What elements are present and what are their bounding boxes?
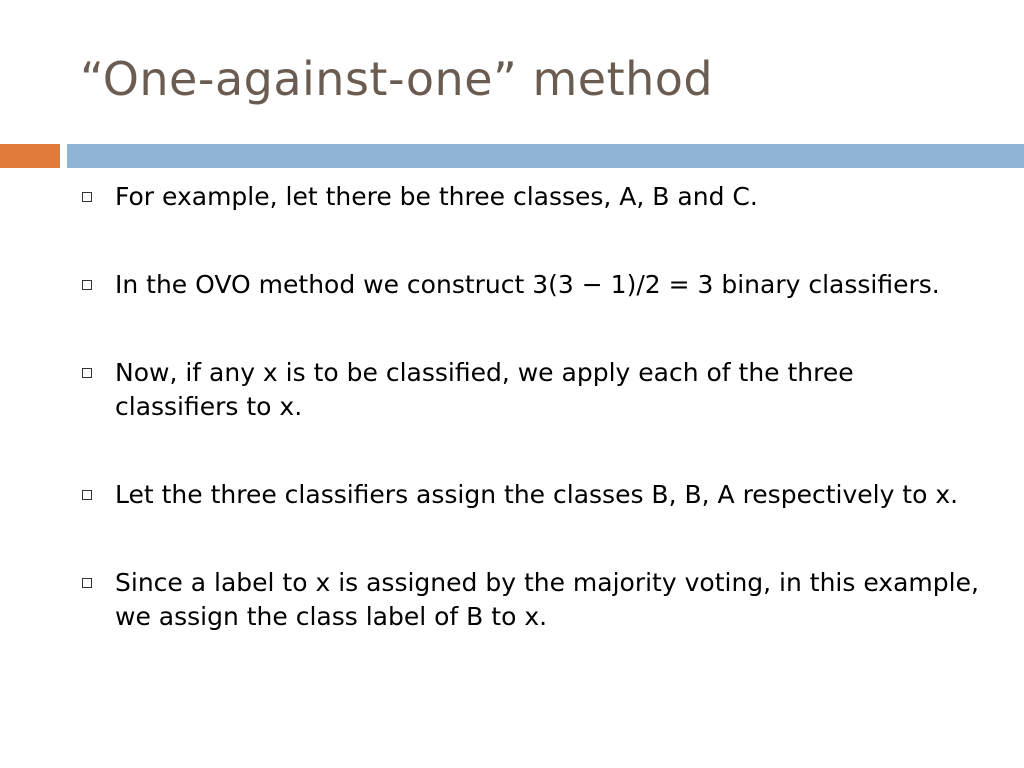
bullet-text: Now, if any x is to be classified, we apply each of the three classifiers to x. (115, 358, 854, 421)
square-bullet-icon (82, 368, 92, 378)
bullet-text: For example, let there be three classes, A, B and C. (115, 182, 758, 211)
accent-bar-orange (0, 144, 60, 168)
bullet-list (82, 180, 982, 634)
bullet-item (82, 268, 982, 302)
bullet-item (82, 180, 982, 214)
bullet-item (82, 356, 982, 424)
square-bullet-icon (82, 490, 92, 500)
square-bullet-icon (82, 280, 92, 290)
accent-bar-blue (67, 144, 1024, 168)
bullet-text: In the OVO method we construct 3(3 − 1)/2 = 3 binary classifiers. (115, 270, 940, 299)
bullet-text: Since a label to x is assigned by the majority voting, in this example, we assign the class label of B to x. (115, 568, 979, 631)
square-bullet-icon (82, 192, 92, 202)
bullet-item (82, 478, 982, 512)
square-bullet-icon (82, 578, 92, 588)
bullet-text: Let the three classifiers assign the classes B, B, A respectively to x. (115, 480, 959, 509)
bullet-item (82, 566, 982, 634)
slide-title: “One-against-one” method (80, 52, 714, 106)
